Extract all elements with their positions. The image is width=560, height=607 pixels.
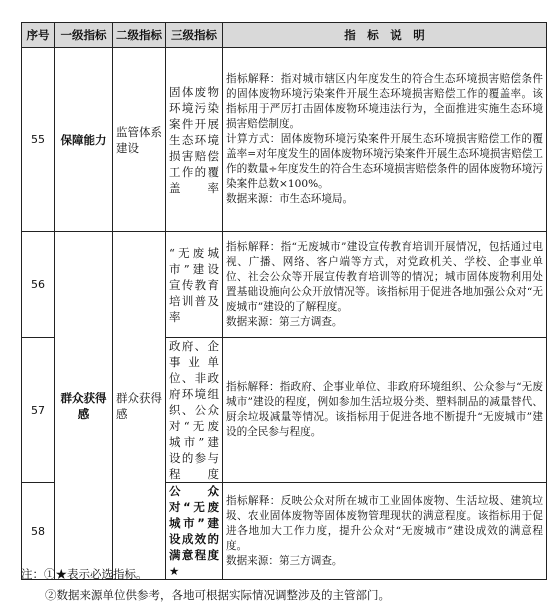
row-no: 57 <box>22 338 55 483</box>
row-no: 56 <box>22 232 55 338</box>
header-level2: 二级指标 <box>113 23 166 48</box>
row-level3: 公众对“无废城市”建设成效的满意程度★ <box>166 483 223 580</box>
row-level3: 政府、企事业单位、非政府环境组织、公众对“无废城市”建设的参与程度 <box>166 338 223 483</box>
row-no: 55 <box>22 48 55 232</box>
table-row <box>22 48 547 232</box>
row-no: 58 <box>22 483 55 580</box>
row-desc <box>223 232 547 338</box>
indicator-table <box>21 22 547 580</box>
header-desc: 指 标 说 明 <box>223 23 547 48</box>
desc-paragraph: 指标解释：指“无废城市”建设宣传教育培训开展情况，包括通过电视、广播、网络、客户端等方式，对党政机关、学校、企事业单位、社会公众等开展宣传教育培训等的情况；城市固体废物利用处置基础设施向公众开放情况等。该指标用于促进各地加强公众对“无废城市”建设的了解程度。 <box>226 240 543 313</box>
desc-paragraph: 数据来源：第三方调查。 <box>226 554 343 567</box>
row-level3: 固体废物环境污染案件开展生态环境损害赔偿工作的覆盖率 <box>166 48 223 232</box>
desc-paragraph: 计算方式：固体废物环境污染案件开展生态环境损害赔偿工作的覆盖率=对年度发生的固体废物环境污染案件开展生态环境损害赔偿工作的数量÷年度发生的符合生态环境损害赔偿条件的固体废物环境污染案件总数×100%。 <box>226 133 543 190</box>
row-level2-merged: 群众获得感 <box>113 232 166 580</box>
desc-paragraph: 数据来源：第三方调查。 <box>226 315 343 328</box>
desc-paragraph: 指标解释：指对城市辖区内年度发生的符合生态环境损害赔偿条件的固体废物环境污染案件开展生态环境损害赔偿工作的覆盖率。该指标用于严厉打击固体废物环境违法行为，全面推进实施生态环境损害赔偿制度。 <box>226 73 543 130</box>
table-notes <box>21 564 390 606</box>
row-level1-merged: 群众获得感 <box>55 232 113 580</box>
row-level2: 监管体系建设 <box>113 48 166 232</box>
row-desc <box>223 338 547 483</box>
row-level1: 保障能力 <box>55 48 113 232</box>
header-no: 序号 <box>22 23 55 48</box>
desc-paragraph: 数据来源：市生态环境局。 <box>226 193 354 205</box>
row-desc <box>223 48 547 232</box>
header-level3: 三级指标 <box>166 23 223 48</box>
row-level3: “无废城市”建设宣传教育培训普及率 <box>166 232 223 338</box>
note-line: ②数据来源单位供参考，各地可根据实际情况调整涉及的主管部门。 <box>45 588 390 602</box>
table-header-row <box>22 23 547 48</box>
indicator-table-wrapper <box>21 22 546 580</box>
table-row <box>22 232 547 338</box>
desc-paragraph: 指标解释：反映公众对所在城市工业固体废物、生活垃圾、建筑垃圾、农业固体废物等固体废物管理现状的满意程度。该指标用于促进各地加大工作力度，提升公众对“无废城市”建设成效的满意程度。 <box>226 494 543 552</box>
desc-paragraph: 指标解释：指政府、企事业单位、非政府环境组织、公众参与“无废城市”建设的程度，例如参加生活垃圾分类、塑料制品的减量替代、厨余垃圾减量等情况。该指标用于促进各地不断提升“无废城市”建设的全民参与程度。 <box>226 381 543 438</box>
note-line: 注：①★表示必选指标。 <box>21 567 148 581</box>
header-level1: 一级指标 <box>55 23 113 48</box>
